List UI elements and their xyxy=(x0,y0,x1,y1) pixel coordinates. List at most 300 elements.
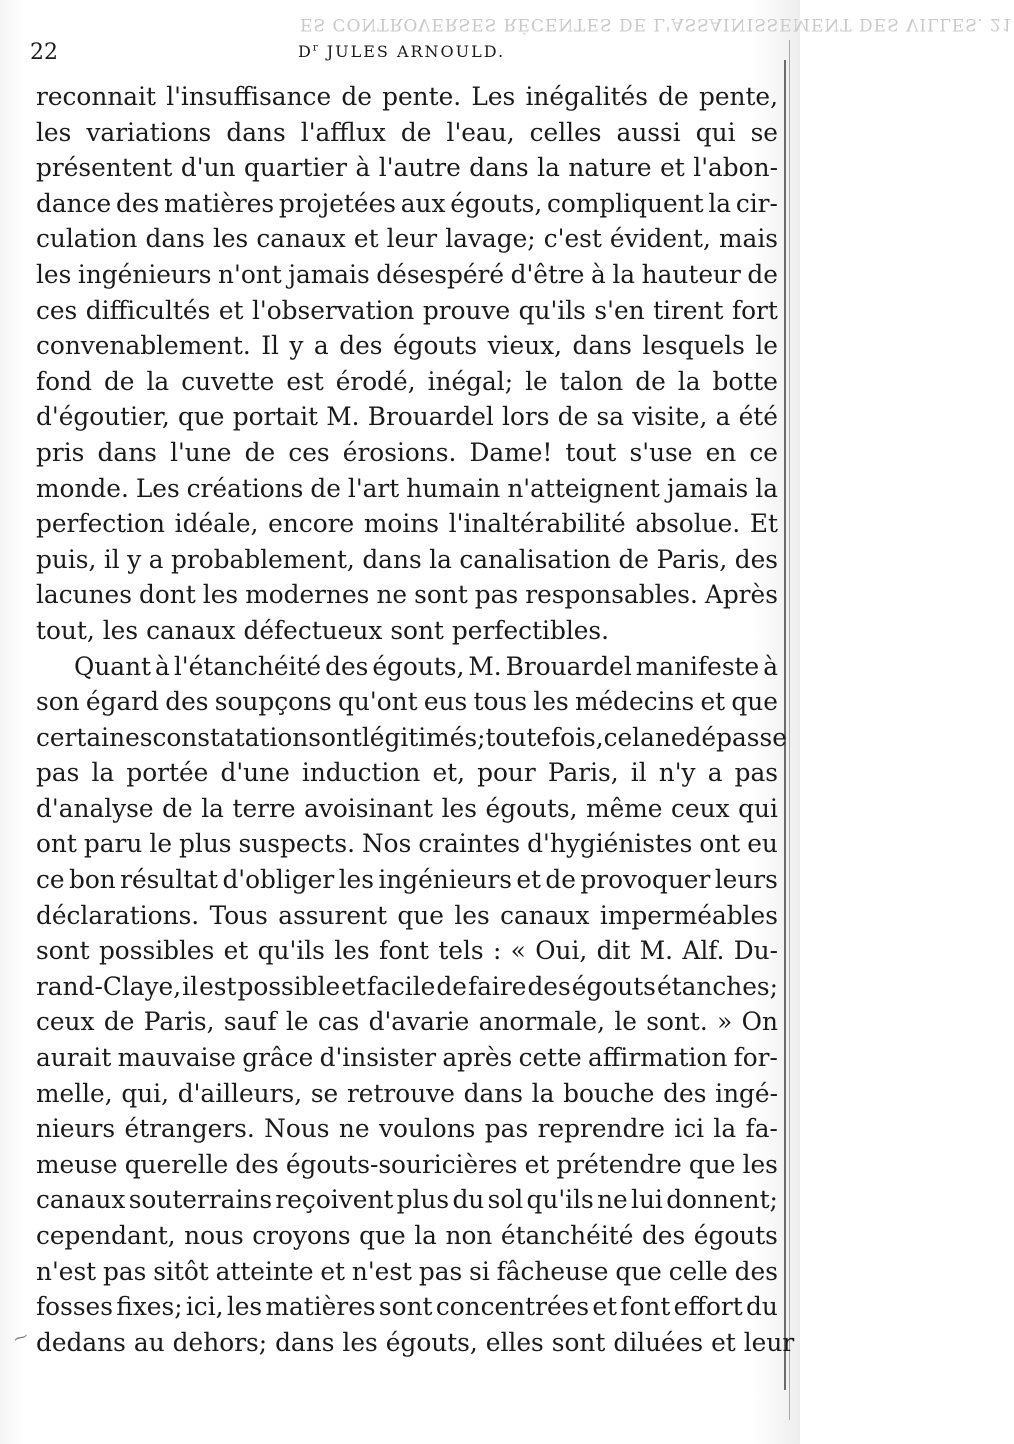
word: perfection xyxy=(36,509,165,539)
word: tous xyxy=(473,687,528,717)
text-line xyxy=(36,684,778,720)
word: for- xyxy=(733,1043,778,1073)
word: des xyxy=(115,188,160,218)
word: de xyxy=(244,437,276,467)
word: fixes; xyxy=(116,1292,183,1322)
text-line xyxy=(36,755,778,791)
word: de xyxy=(103,366,135,396)
word: même xyxy=(586,793,663,823)
word: convenablement. xyxy=(36,331,251,361)
word: : xyxy=(492,936,502,966)
word: constatations xyxy=(152,722,321,752)
word: qu'ils xyxy=(518,295,586,325)
word: nature xyxy=(568,153,652,183)
word: n'atteignent xyxy=(507,473,660,503)
word: d'une xyxy=(220,758,290,788)
word: égouts, xyxy=(372,651,465,681)
word: des xyxy=(663,1078,707,1108)
word: plus xyxy=(396,1185,450,1215)
word: eu xyxy=(747,829,778,859)
word: la xyxy=(531,1078,555,1108)
word: Nous xyxy=(264,1114,330,1144)
text-line xyxy=(36,435,778,471)
word: et xyxy=(700,687,726,717)
word: dans xyxy=(469,153,529,183)
word: leurs xyxy=(714,865,778,895)
word: Les xyxy=(135,473,180,503)
word: à xyxy=(763,651,778,681)
text-line xyxy=(36,649,778,685)
word: la xyxy=(677,366,701,396)
word: grâce xyxy=(242,1043,314,1073)
word: dedans xyxy=(36,1327,126,1357)
word: les xyxy=(102,615,139,645)
text-line xyxy=(36,471,778,507)
word: qu'ils xyxy=(257,936,325,966)
word: non xyxy=(445,1221,493,1250)
text-line xyxy=(36,115,778,151)
word: de xyxy=(162,793,193,823)
word: assurent xyxy=(278,900,387,930)
word: sont xyxy=(414,580,468,610)
word: atteinte xyxy=(215,1256,314,1286)
word: la xyxy=(91,758,115,788)
word: absolue. xyxy=(635,509,741,539)
word: lavage; xyxy=(445,224,536,254)
word: Oui, xyxy=(535,936,588,966)
word: visite, xyxy=(632,402,708,432)
word: ceux xyxy=(36,1007,95,1037)
text-line xyxy=(36,150,778,186)
word: fond xyxy=(36,366,92,396)
word: il xyxy=(630,758,647,788)
word: craintes xyxy=(418,829,521,859)
word: le xyxy=(525,366,548,396)
word: les xyxy=(342,1327,378,1357)
word: qui, xyxy=(121,1078,169,1108)
word: étanchéité xyxy=(500,1221,634,1250)
word: en xyxy=(705,437,737,467)
word: les xyxy=(202,580,239,610)
word: compliquent xyxy=(547,188,704,218)
word: monde. xyxy=(36,473,129,503)
word: créations xyxy=(186,473,304,503)
word: diluées xyxy=(613,1327,704,1357)
word: concentrées xyxy=(435,1292,590,1322)
word: meuse xyxy=(36,1149,118,1179)
word: reprendre xyxy=(537,1114,665,1144)
word: aussi xyxy=(616,117,681,147)
word: affirmation xyxy=(588,1043,728,1073)
word: Et xyxy=(749,509,778,539)
word: n'ont xyxy=(218,259,282,289)
text-line xyxy=(36,969,778,1005)
word: possible xyxy=(237,971,341,1001)
word: et xyxy=(516,865,541,895)
word: canaux xyxy=(256,224,346,254)
word: de xyxy=(341,82,372,111)
word: idéale, xyxy=(174,509,259,539)
bleed-through-text: ES CONTROVERSES RÉCENTES DE L'ASSAINISSEMENT DES VILLES. 21 xyxy=(300,14,1014,34)
word: inégal; xyxy=(427,366,514,396)
word: « xyxy=(510,936,526,966)
word: l'inaltérabilité xyxy=(448,509,626,539)
word: imperméables xyxy=(599,900,778,930)
word: que xyxy=(615,1256,662,1286)
word: la xyxy=(146,366,170,396)
word: possibles xyxy=(98,936,215,966)
word: les xyxy=(454,900,490,930)
word: tirent xyxy=(653,295,724,325)
word: si xyxy=(469,1256,490,1286)
word: pris xyxy=(36,437,85,467)
word: de xyxy=(436,971,467,1001)
word: à xyxy=(591,259,606,289)
word: qu'ont xyxy=(338,687,418,717)
word: les xyxy=(338,865,374,895)
text-line xyxy=(36,862,778,898)
word: des xyxy=(325,651,369,681)
word: le xyxy=(755,331,778,361)
word: fâcheuse xyxy=(496,1256,609,1286)
word: vieux, xyxy=(487,331,563,361)
word: n'est xyxy=(36,1256,97,1286)
word: canaux xyxy=(500,900,590,930)
word: de xyxy=(618,544,649,574)
word: pas xyxy=(474,580,519,610)
text-line xyxy=(36,577,778,613)
word: sa xyxy=(596,402,625,432)
word: matières xyxy=(265,1292,376,1322)
word: ingé- xyxy=(715,1078,778,1108)
word: dehors; xyxy=(172,1327,268,1357)
word: sont xyxy=(36,936,90,966)
word: bon xyxy=(68,865,116,895)
word: leur xyxy=(743,1327,795,1357)
word: résultat xyxy=(120,865,219,895)
word: d'égoutier, xyxy=(36,402,170,432)
word: retrouve xyxy=(346,1078,455,1108)
text-line xyxy=(36,898,778,934)
word: l'étanchéité xyxy=(173,651,322,681)
word: la xyxy=(755,473,778,503)
word: puis, xyxy=(36,544,97,574)
word: melle, xyxy=(36,1078,113,1108)
word: cependant, xyxy=(36,1221,176,1250)
word: a xyxy=(707,758,723,788)
word: tout, xyxy=(36,615,95,645)
word: elles xyxy=(485,1327,544,1357)
word: plus xyxy=(179,829,232,859)
word: au xyxy=(133,1327,165,1357)
word: médecins xyxy=(574,687,695,717)
page-number: 22 xyxy=(30,40,58,65)
text-line xyxy=(36,506,778,542)
word: la xyxy=(201,793,224,823)
word: les xyxy=(212,224,249,254)
word: dans xyxy=(275,1327,335,1357)
word: humain xyxy=(406,473,501,503)
word: la xyxy=(612,259,636,289)
word: d'ailleurs, xyxy=(177,1078,303,1108)
word: ne xyxy=(654,722,686,752)
word: nous xyxy=(184,1221,244,1250)
word: de xyxy=(103,1007,135,1037)
word: la xyxy=(429,544,452,574)
word: de xyxy=(557,402,589,432)
word: égouts xyxy=(392,331,478,361)
word: prouve xyxy=(422,295,511,325)
word: sauf xyxy=(223,1007,277,1037)
word: pas xyxy=(484,1114,529,1144)
word: provoquer xyxy=(580,865,711,895)
word: aux xyxy=(400,188,446,218)
word: égouts xyxy=(693,1221,778,1250)
word: lesquels xyxy=(642,331,745,361)
word: des xyxy=(734,544,778,574)
word: dont xyxy=(139,580,196,610)
word: portait xyxy=(232,402,319,432)
word: lui xyxy=(631,1185,663,1215)
word: à xyxy=(355,153,371,183)
word: érodé, xyxy=(335,366,416,396)
text-line xyxy=(36,79,778,115)
word: celle xyxy=(668,1256,728,1286)
word: facile xyxy=(366,971,436,1001)
word: et xyxy=(341,971,366,1001)
word: botte xyxy=(712,366,778,396)
word: variations xyxy=(86,117,212,147)
word: des xyxy=(527,971,571,1001)
word: ont xyxy=(699,829,741,859)
word: induction xyxy=(301,758,421,788)
word: lacunes xyxy=(36,580,132,610)
word: soupçons xyxy=(214,687,332,717)
word: évident, xyxy=(609,224,711,254)
word: et xyxy=(218,295,244,325)
text-line xyxy=(36,364,778,400)
running-head-name: JULES ARNOULD. xyxy=(319,42,506,61)
word: On xyxy=(741,1007,778,1037)
word: l'insuffisance xyxy=(166,82,332,111)
word: mais xyxy=(719,224,778,254)
text-line xyxy=(36,328,778,364)
text-line xyxy=(36,720,787,756)
word: pente, xyxy=(698,82,778,111)
text-line xyxy=(36,1254,778,1290)
word: Paris, xyxy=(143,1007,215,1037)
word: l'afflux xyxy=(300,117,386,147)
word: Brouardel xyxy=(505,651,632,681)
word: pente. xyxy=(382,82,462,111)
word: et xyxy=(711,1327,736,1357)
word: présentent xyxy=(36,153,173,183)
word: de xyxy=(545,865,576,895)
word: eus xyxy=(423,687,468,717)
word: légitimés; xyxy=(361,722,486,752)
word: ce xyxy=(36,865,65,895)
word: » xyxy=(717,1007,733,1037)
word: Les xyxy=(471,82,516,111)
word: ont xyxy=(321,722,362,752)
word: d'être xyxy=(510,259,585,289)
word: quartier xyxy=(244,153,347,183)
word: s'use xyxy=(629,437,693,467)
text-line xyxy=(36,826,778,862)
word: ont xyxy=(36,829,77,859)
word: ces xyxy=(36,295,78,325)
text-line xyxy=(36,542,778,578)
word: Brouardel xyxy=(367,402,494,432)
word: dépasse xyxy=(685,722,787,752)
text-line xyxy=(36,1218,778,1254)
word: que xyxy=(359,1221,406,1250)
word: probablement, xyxy=(171,544,355,574)
word: querelle xyxy=(124,1149,229,1179)
word: déclarations. xyxy=(36,900,200,930)
word: qu'ils xyxy=(526,1185,594,1215)
word: des xyxy=(235,1149,279,1179)
word: mauvaise xyxy=(117,1043,236,1073)
word: les xyxy=(36,259,72,289)
word: hauteur xyxy=(641,259,741,289)
word: sol xyxy=(487,1185,524,1215)
word: responsables. xyxy=(525,580,698,610)
word: ne xyxy=(376,580,408,610)
word: qui xyxy=(738,793,778,823)
word: Du- xyxy=(733,936,778,966)
word: des xyxy=(165,687,209,717)
word: avoisinant xyxy=(304,793,434,823)
word: d'analyse xyxy=(36,793,154,823)
text-line xyxy=(36,221,778,257)
word: étrangers. xyxy=(124,1114,255,1144)
word: du xyxy=(452,1185,485,1215)
word: sont xyxy=(378,1292,433,1322)
page-header xyxy=(30,40,770,70)
word: reçoivent xyxy=(275,1185,394,1215)
word: défectueux xyxy=(243,615,383,645)
word: inégalités xyxy=(525,82,648,111)
word: faire xyxy=(467,971,527,1001)
word: a xyxy=(313,331,329,361)
word: cir- xyxy=(735,188,778,218)
word: ici xyxy=(674,1114,705,1144)
word: toutefois, xyxy=(485,722,604,752)
word: et xyxy=(592,1292,617,1322)
word: sont xyxy=(390,615,444,645)
word: égouts, xyxy=(450,188,543,218)
word: les xyxy=(441,793,477,823)
word: les xyxy=(36,117,72,147)
word: Tous xyxy=(209,900,268,930)
word: reconnait xyxy=(36,82,156,111)
word: culation xyxy=(36,224,138,254)
word: la xyxy=(537,153,560,183)
word: les xyxy=(334,936,370,966)
word: et xyxy=(524,1149,550,1179)
word: d'insister xyxy=(319,1043,437,1073)
word: d'obliger xyxy=(222,865,335,895)
word: de xyxy=(658,82,689,111)
word: terre xyxy=(232,793,296,823)
word: fosses xyxy=(36,1292,113,1322)
word: que xyxy=(177,402,225,432)
word: est xyxy=(286,366,324,396)
page-edge-line xyxy=(789,40,790,1420)
word: de xyxy=(747,259,778,289)
word: de xyxy=(635,366,666,396)
word: canalisation xyxy=(459,544,611,574)
word: été xyxy=(738,402,778,432)
word: Après xyxy=(704,580,778,610)
word: font xyxy=(378,936,429,966)
word: rand-Claye, xyxy=(36,971,182,1001)
word: Il xyxy=(261,331,279,361)
word: égard xyxy=(85,687,159,717)
word: étanches; xyxy=(656,971,778,1001)
word: certaines xyxy=(36,722,153,752)
word: y xyxy=(289,331,304,361)
word: le xyxy=(614,1007,637,1037)
running-head-prefix: D xyxy=(298,42,313,61)
word: effort xyxy=(673,1292,743,1322)
word: pas xyxy=(418,1256,463,1286)
word: que xyxy=(688,1149,736,1179)
word: tout xyxy=(565,437,617,467)
text-line xyxy=(36,399,778,435)
word: Dame! xyxy=(469,437,553,467)
word: dans xyxy=(97,437,157,467)
word: dans xyxy=(226,117,286,147)
word: ne xyxy=(338,1114,370,1144)
word: ingénieurs xyxy=(77,259,212,289)
word: l'eau, xyxy=(446,117,515,147)
word: y xyxy=(127,544,142,574)
word: qui xyxy=(695,117,736,147)
word: pas xyxy=(36,758,80,788)
word: modernes xyxy=(245,580,370,610)
word: sont xyxy=(551,1327,606,1357)
word: canaux xyxy=(146,615,236,645)
word: la xyxy=(414,1221,437,1250)
text-line xyxy=(36,293,778,329)
word: anormale, xyxy=(478,1007,605,1037)
word: ne xyxy=(597,1185,628,1215)
word: Paris, xyxy=(547,758,619,788)
word: jamais xyxy=(288,259,370,289)
word: l'observation xyxy=(251,295,415,325)
word: a xyxy=(148,544,164,574)
word: sitôt xyxy=(153,1256,209,1286)
word: de xyxy=(310,473,341,503)
word: se xyxy=(310,1078,339,1108)
word: a xyxy=(715,402,731,432)
word: les xyxy=(226,1292,263,1322)
word: le xyxy=(149,829,172,859)
word: dans xyxy=(572,331,632,361)
word: fa- xyxy=(745,1114,778,1144)
text-line xyxy=(36,1040,778,1076)
word: égouts-souricières xyxy=(285,1149,518,1179)
word: dit xyxy=(596,936,631,966)
word: est xyxy=(199,971,237,1001)
word: pour xyxy=(477,758,536,788)
word: canaux xyxy=(36,1185,126,1215)
text-line xyxy=(36,1325,795,1361)
word: nieurs xyxy=(36,1114,116,1144)
word: talon xyxy=(559,366,624,396)
